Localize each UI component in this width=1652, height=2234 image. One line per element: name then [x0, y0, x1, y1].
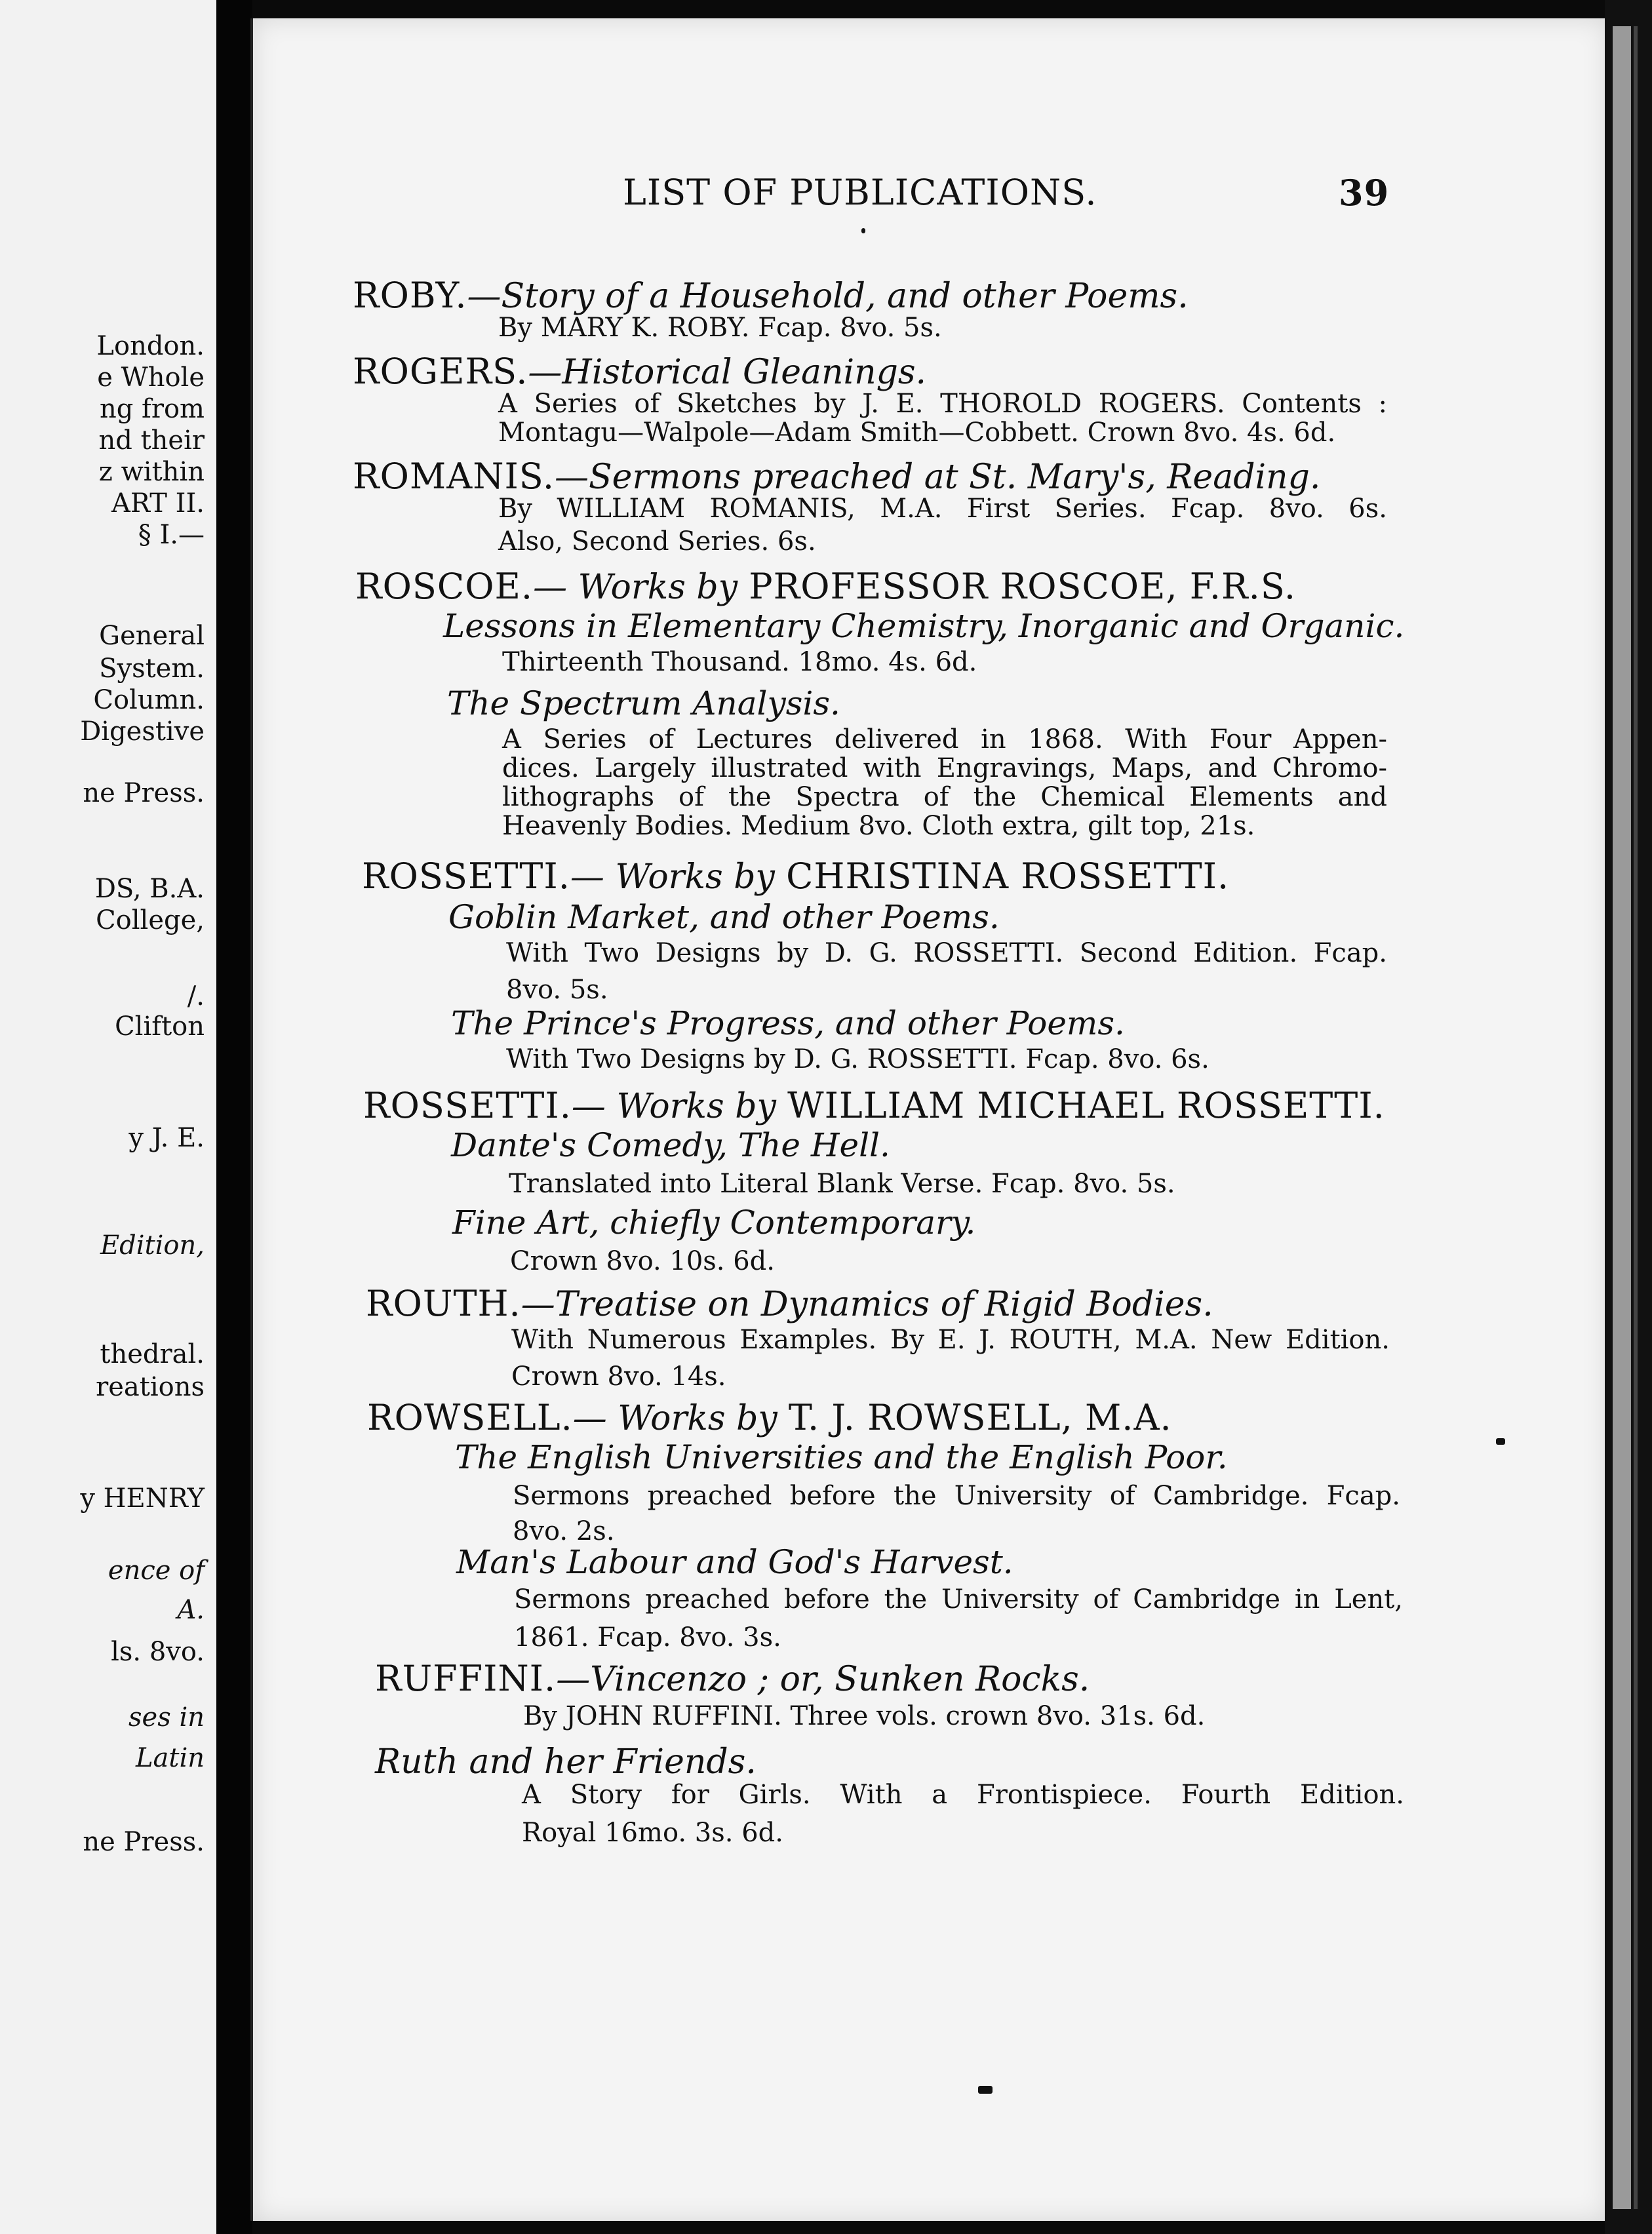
author-name: ROSCOE.	[355, 566, 534, 607]
facing-page-text: ls. 8vo.	[111, 1637, 205, 1667]
entry-details: Royal 16mo. 3s. 6d.	[522, 1818, 783, 1848]
facing-page-text: y J. E.	[128, 1123, 205, 1153]
ink-speck	[978, 2086, 993, 2094]
entry-rogers	[353, 351, 927, 392]
facing-page-text: ses in	[128, 1702, 205, 1733]
facing-page-text: London.	[96, 331, 205, 361]
entry-details: A Story for Girls. With a Frontispiece. Fourth Edition.	[522, 1780, 1404, 1810]
page-edge	[1605, 0, 1652, 2234]
facing-page-text: College,	[96, 905, 205, 935]
facing-page-text: e Whole	[97, 363, 205, 393]
author-name: ROSSETTI.	[363, 1085, 572, 1126]
facing-page-text: System.	[99, 654, 205, 684]
entry-rossetti-william	[363, 1085, 1385, 1126]
author-name: ROMANIS.	[353, 456, 555, 497]
author-fullname: WILLIAM MICHAEL ROSSETTI.	[787, 1085, 1385, 1126]
author-name: ROWSELL.	[367, 1397, 573, 1438]
facing-page-text: § I.—	[138, 520, 205, 550]
entry-details: Montagu—Walpole—Adam Smith—Cobbett. Crown 8vo. 4s. 6d.	[498, 418, 1336, 448]
book-title: Goblin Market, and other Poems.	[448, 898, 1000, 936]
entry-details: Crown 8vo. 10s. 6d.	[510, 1246, 776, 1276]
book-title: Ruth and her Friends.	[375, 1742, 757, 1782]
page-edge-strip	[1613, 26, 1631, 2209]
author-name: ROSSETTI.	[362, 855, 570, 897]
entry-romanis	[353, 456, 1321, 497]
entry-details: 8vo. 2s.	[513, 1516, 615, 1546]
facing-page-text: DS, B.A.	[94, 874, 205, 904]
author-fullname: CHRISTINA ROSSETTI.	[786, 855, 1230, 897]
entry-roby	[353, 275, 1189, 316]
facing-page-text: ne Press.	[83, 778, 205, 808]
author-fullname: T. J. ROWSELL, M.A.	[788, 1397, 1172, 1438]
facing-page-text: ence of	[108, 1556, 205, 1586]
book-title: The Spectrum Analysis.	[447, 684, 840, 722]
author-fullname: PROFESSOR ROSCOE, F.R.S.	[749, 566, 1297, 607]
facing-page-text: /.	[187, 981, 205, 1011]
entry-details: By MARY K. ROBY. Fcap. 8vo. 5s.	[498, 313, 942, 343]
facing-page-text: ne Press.	[83, 1827, 205, 1857]
book-gutter	[216, 0, 252, 2234]
book-title: —Story of a Household, and other Poems.	[467, 277, 1189, 316]
book-title: Lessons in Elementary Chemistry, Inorganic and Organic.	[443, 607, 1405, 645]
works-by-label: — Works by	[570, 857, 775, 897]
entry-details: dices. Largely illustrated with Engravings, Maps, and Chromo-	[502, 753, 1387, 783]
entry-details: Crown 8vo. 14s.	[511, 1362, 726, 1392]
entry-details: Thirteenth Thousand. 18mo. 4s. 6d.	[502, 647, 977, 677]
author-name: ROGERS.	[353, 351, 528, 392]
page-title: LIST OF PUBLICATIONS.	[623, 172, 1097, 213]
author-name: RUFFINI.	[375, 1658, 557, 1699]
entry-details: Heavenly Bodies. Medium 8vo. Cloth extra, gilt top, 21s.	[502, 811, 1255, 841]
entry-rossetti-christina	[362, 855, 1230, 897]
entry-roscoe	[355, 566, 1297, 607]
entry-ruffini	[375, 1658, 1090, 1699]
facing-page-text: Latin	[135, 1743, 205, 1773]
works-by-label: — Works by	[571, 1087, 776, 1126]
entry-details: With Two Designs by D. G. ROSSETTI. Fcap. 8vo. 6s.	[506, 1044, 1210, 1074]
facing-page	[0, 0, 216, 2234]
entry-details: 1861. Fcap. 8vo. 3s.	[514, 1622, 781, 1653]
ink-speck	[861, 228, 865, 233]
page-number: 39	[1339, 172, 1390, 214]
facing-page-text: y HENRY	[80, 1483, 205, 1514]
facing-page-text: Digestive	[80, 716, 205, 747]
facing-page-text: ng from	[99, 394, 205, 424]
author-name: ROUTH.	[366, 1283, 521, 1324]
entry-details: Translated into Literal Blank Verse. Fcap. 8vo. 5s.	[509, 1169, 1175, 1199]
book-title: Fine Art, chiefly Contemporary.	[452, 1204, 976, 1242]
book-title: The Prince's Progress, and other Poems.	[451, 1004, 1125, 1042]
facing-page-text: ART II.	[111, 488, 205, 519]
book-title: —Historical Gleanings.	[528, 353, 927, 392]
page-edge-shadow	[1634, 26, 1638, 2209]
facing-page-text: reations	[96, 1372, 205, 1402]
works-by-label: — Works by	[533, 568, 738, 607]
entry-details: By JOHN RUFFINI. Three vols. crown 8vo. 31s. 6d.	[523, 1701, 1206, 1731]
entry-details: A Series of Sketches by J. E. THOROLD ROGERS. Contents :	[498, 389, 1387, 419]
entry-routh	[366, 1283, 1213, 1324]
entry-details: Sermons preached before the University of Cambridge in Lent,	[514, 1584, 1403, 1615]
entry-details: Sermons preached before the University of Cambridge. Fcap.	[513, 1481, 1400, 1511]
facing-page-text: Clifton	[115, 1011, 205, 1042]
book-title: —Sermons preached at St. Mary's, Reading.	[555, 458, 1321, 497]
works-by-label: — Works by	[572, 1399, 777, 1438]
facing-page-text: nd their	[98, 425, 205, 456]
entry-details: With Two Designs by D. G. ROSSETTI. Second Edition. Fcap.	[506, 938, 1387, 968]
entry-rowsell	[367, 1397, 1172, 1438]
book-title: —Treatise on Dynamics of Rigid Bodies.	[521, 1285, 1213, 1324]
book-title: Man's Labour and God's Harvest.	[456, 1543, 1013, 1581]
book-title: Dante's Comedy, The Hell.	[451, 1126, 890, 1164]
author-name: ROBY.	[353, 275, 467, 316]
facing-page-text: General	[99, 621, 205, 651]
entry-details: 8vo. 5s.	[506, 975, 608, 1005]
book-title: The English Universities and the English Poor.	[455, 1438, 1228, 1476]
entry-details: A Series of Lectures delivered in 1868. With Four Appen-	[502, 724, 1387, 754]
facing-page-text: z within	[98, 457, 205, 487]
entry-details: lithographs of the Spectra of the Chemical Elements and	[502, 782, 1387, 812]
entry-details: Also, Second Series. 6s.	[498, 526, 816, 557]
ink-speck	[1496, 1438, 1505, 1445]
facing-page-text: thedral.	[100, 1339, 205, 1369]
entry-details: By WILLIAM ROMANIS, M.A. First Series. Fcap. 8vo. 6s.	[498, 494, 1387, 524]
book-title: —Vincenzo ; or, Sunken Rocks.	[556, 1660, 1090, 1699]
entry-details: With Numerous Examples. By E. J. ROUTH, M.A. New Edition.	[511, 1325, 1390, 1355]
facing-page-text: Column.	[93, 685, 205, 715]
facing-page-text: Edition,	[100, 1230, 205, 1261]
facing-page-text: A.	[177, 1595, 205, 1625]
